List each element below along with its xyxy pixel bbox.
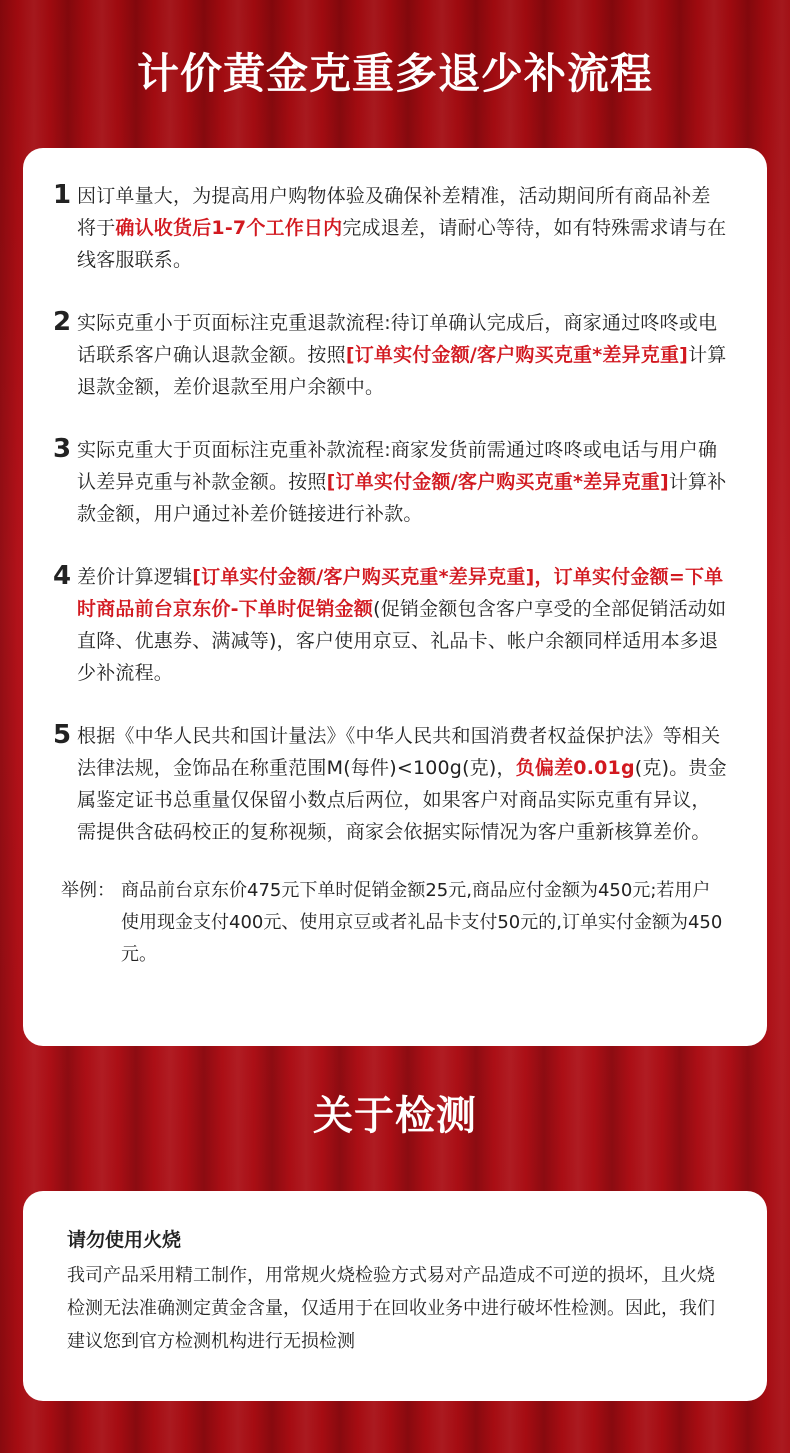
highlight-text: [订单实付金额/客户购买克重*差异克重] (345, 344, 689, 366)
highlight-text: 订单实付金额=下单时商品前台京东价-下单时促销金额 (77, 566, 724, 620)
process-item-3 (53, 434, 727, 530)
detection-card (23, 1191, 767, 1401)
detection-heading: 请勿使用火烧 (67, 1229, 182, 1251)
item-text: 实际克重小于页面标注克重退款流程:待订单确认完成后，商家通过咚咚或电话联系客户确认退款金额。按照[订单实付金额/客户购买克重*差异克重]计算退款金额，差价退款至用户余额中。 (77, 312, 727, 398)
item-number: 5 (53, 720, 72, 750)
example-block (53, 875, 727, 971)
process-item-5 (53, 720, 727, 848)
item-number: 1 (53, 180, 72, 210)
item-text: 差价计算逻辑[订单实付金额/客户购买克重*差异克重]，订单实付金额=下单时商品前台京东价-下单时促销金额(促销金额包含客户享受的全部促销活动如直降、优惠券、满减等)，客户使用京豆、礼品卡、帐户余额同样适用本多退少补流程。 (77, 566, 727, 684)
highlight-text: [订单实付金额/客户购买克重*差异克重] (326, 471, 669, 493)
detection-text: 我司产品采用精工制作，用常规火烧检验方式易对产品造成不可逆的损坏，且火烧检测无法准确测定黄金含量，仅适用于在回收业务中进行破坏性检测。因此，我们建议您到官方检测机构进行无损检测 (67, 1265, 715, 1352)
example-label: 举例： (61, 880, 115, 901)
item-text: 实际克重大于页面标注克重补款流程:商家发货前需通过咚咚或电话与用户确认差异克重与补款金额。按照[订单实付金额/客户购买克重*差异克重]计算补款金额，用户通过补差价链接进行补款。 (77, 439, 727, 525)
section-title-detection: 关于检测 (313, 1093, 477, 1139)
item-number: 4 (53, 561, 72, 591)
item-number: 2 (53, 307, 72, 337)
process-item-2 (53, 307, 727, 403)
highlight-text: [订单实付金额/客户购买克重*差异克重] (192, 566, 535, 588)
process-item-4 (53, 561, 727, 689)
highlight-text: 负偏差0.01g (515, 757, 635, 779)
example-text: 商品前台京东价475元下单时促销金额25元,商品应付金额为450元;若用户使用现金支付400元、使用京豆或者礼品卡支付50元的,订单实付金额为450元。 (121, 880, 723, 965)
page-title: 计价黄金克重多退少补流程 (136, 49, 653, 98)
item-text: 根据《中华人民共和国计量法》《中华人民共和国消费者权益保护法》等相关法律法规，金饰品在称重范围M(每件)<100g(克)，负偏差0.01g(克)。贵金属鉴定证书总重量仅保留小数点后两位，如果客户对商品实际克重有异议，需提供含砝码校正的复称视频，商家会依据实际情况为客户重新核算差价。 (77, 725, 727, 843)
process-card (23, 148, 767, 1046)
highlight-text: 确认收货后1-7个工作日内 (115, 217, 343, 239)
item-number: 3 (53, 434, 72, 464)
process-item-1 (53, 180, 727, 276)
item-text: 因订单量大，为提高用户购物体验及确保补差精准，活动期间所有商品补差将于确认收货后1-7个工作日内完成退差，请耐心等待，如有特殊需求请与在线客服联系。 (77, 185, 727, 271)
